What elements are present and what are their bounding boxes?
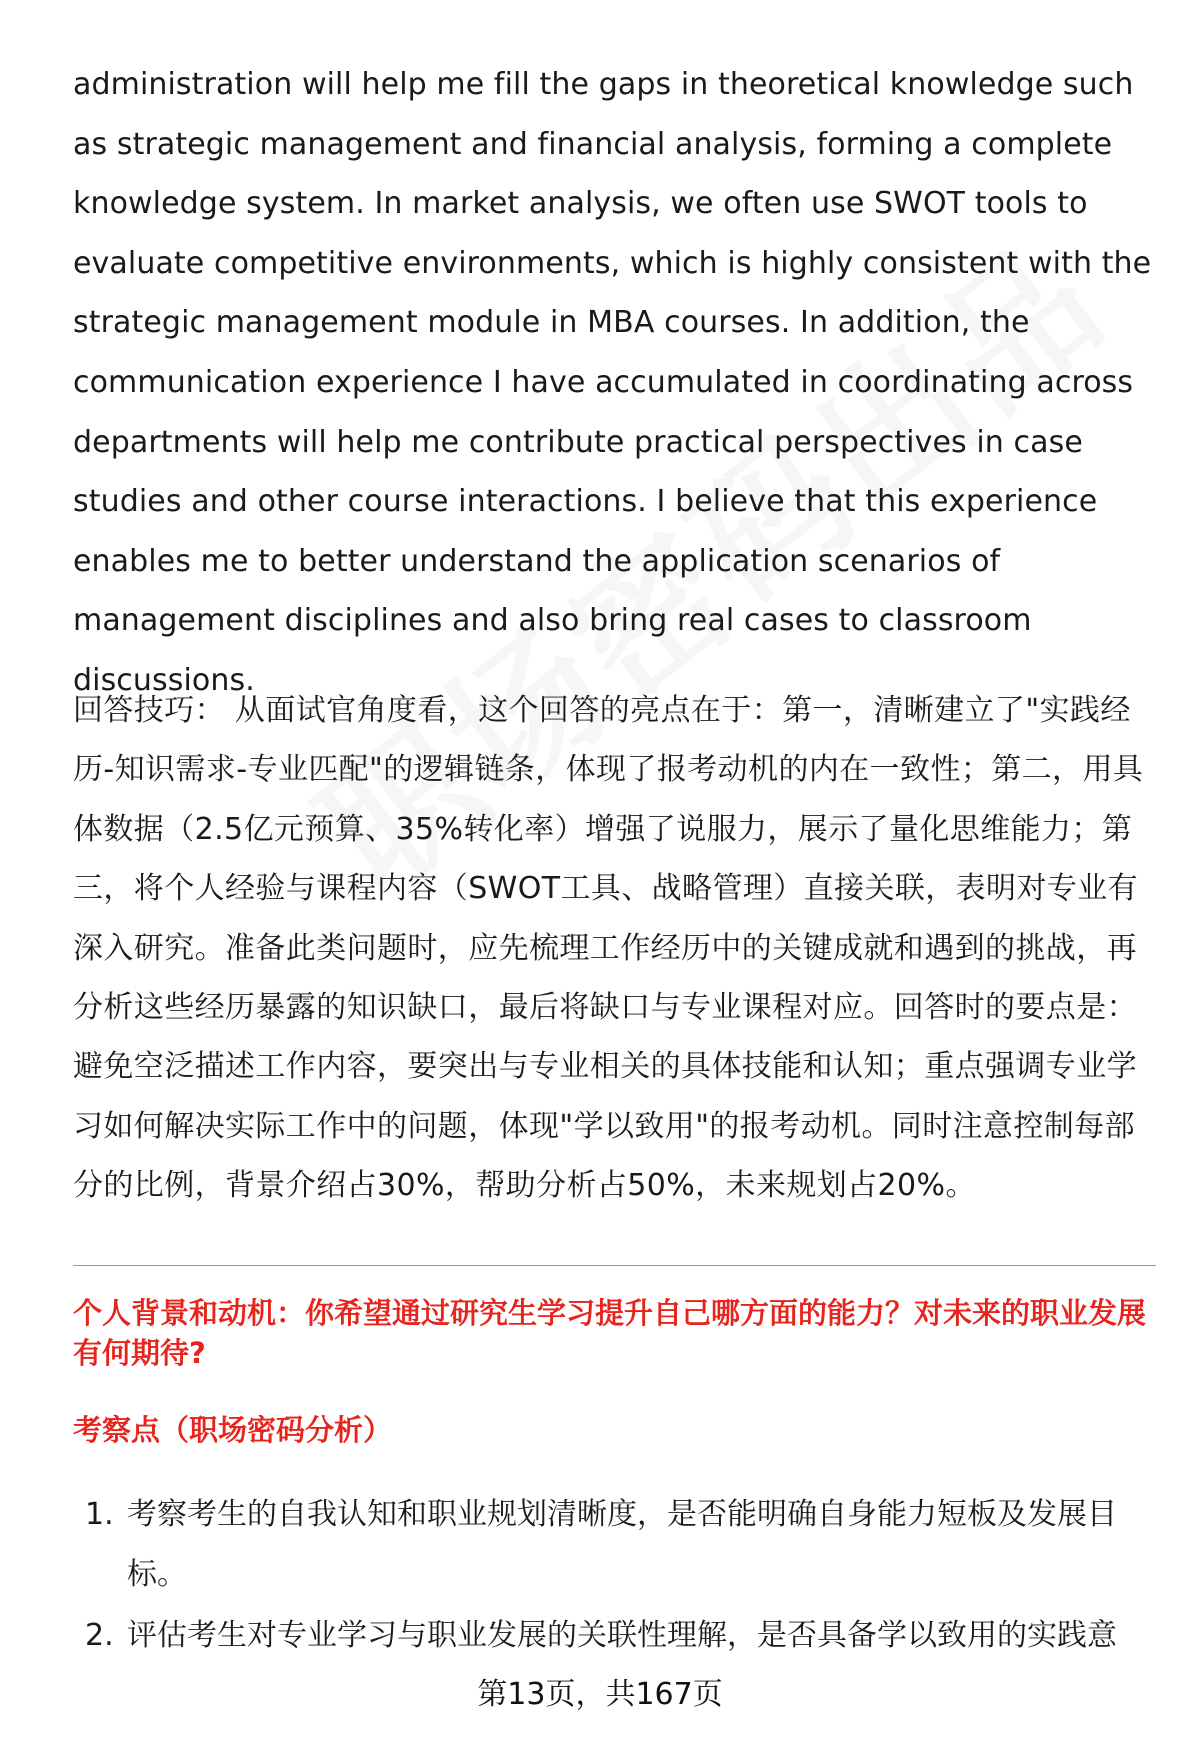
list-item: [73, 1606, 1153, 1666]
page-number-footer: 第13页，共167页: [477, 1677, 723, 1712]
list-item: [73, 1485, 1153, 1604]
list-item-number: 2.: [85, 1618, 114, 1654]
answer-tips-paragraph: 回答技巧： 从面试官角度看，这个回答的亮点在于：第一，清晰建立了"实践经历-知识需求-专业匹配"的逻辑链条，体现了报考动机的内在一致性；第二，用具体数据（2.5亿元预算、35%转化率）增强了说服力，展示了量化思维能力；第三，将个人经验与课程内容（SWOT工具、战略管理）直接关联，表明对专业有深入研究。准备此类问题时，应先梳理工作经历中的关键成就和遇到的挑战，再分析这些经历暴露的知识缺口，最后将缺口与专业课程对应。回答时的要点是：避免空泛描述工作内容，要突出与专业相关的具体技能和认知；重点强调专业学习如何解决实际工作中的问题，体现"学以致用"的报考动机。同时注意控制每部分的比例，背景介绍占30%，帮助分析占50%，未来规划占20%。: [73, 693, 1144, 1204]
section-title: 考察点（职场密码分析）: [73, 1413, 393, 1447]
section-divider: [73, 1265, 1156, 1266]
list-item-text: 考察考生的自我认知和职业规划清晰度，是否能明确自身能力短板及发展目标。: [127, 1497, 1117, 1592]
list-item-number: 1.: [85, 1497, 114, 1532]
assessment-points-list: [73, 1485, 1153, 1668]
list-item-text: 评估考生对专业学习与职业发展的关联性理解，是否具备学以致用的实践意: [127, 1618, 1117, 1654]
english-answer-paragraph: administration will help me fill the gaps in theoretical knowledge such as strategic management and financial analysis, forming a complete knowledge system. In market analysis, we often use SWOT tools to evaluate competitive environments, which is highly consistent with the strategic management module in MBA courses. In addition, the communication experience I have accumulated in coordinating across departments will help me contribute practical perspectives in case studies and other course interactions. I believe that this experience enables me to better understand the application scenarios of management disciplines and also bring real cases to classroom discussions.: [73, 67, 1152, 698]
question-title: 个人背景和动机：你希望通过研究生学习提升自己哪方面的能力？对未来的职业发展有何期待?: [73, 1296, 1147, 1370]
